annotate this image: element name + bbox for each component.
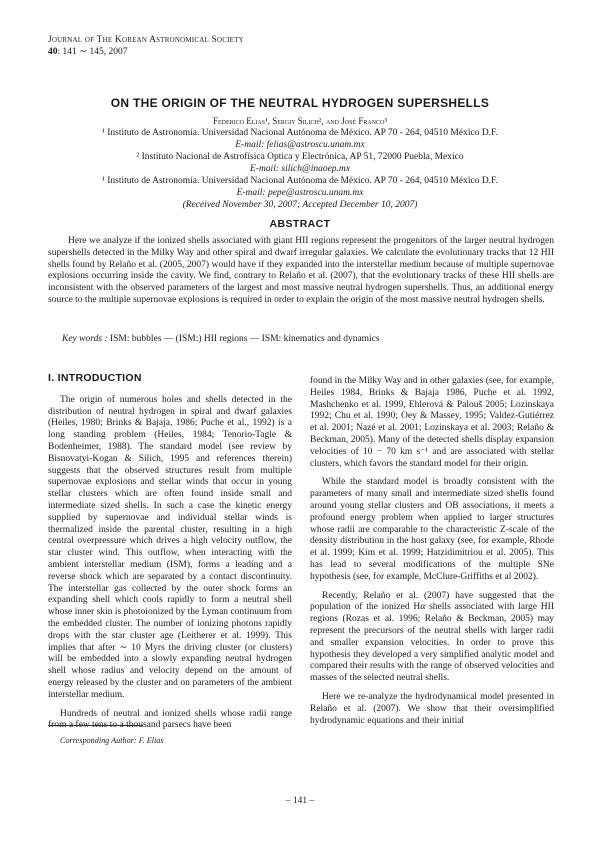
paragraph: found in the Milky Way and in other galaxies (see, for example, Heiles 1984, Brinks & Bajaja 1986, Puche et al. 1992, Mashchenko et al. 1999, Ehlerová & Palouš 2005; Lozinskaya 1992; Chu et al. 1990; Oey & Massey, 1995; Valdez-Gutiérrez et al. 2001; Nazé et al. 2001; Lozinskaya et al. 2003; Relaño & Beckman, 2005). Many of the detected shells display expansion velocities of 10 − 70 km s⁻¹ and are associated with stellar clusters, which favors the standard model for their origin. [310,376,554,469]
footnote: Corresponding Author: F. Elias [60,736,164,745]
affiliation-3 [0,176,600,211]
paper-title: ON THE ORIGIN OF THE NEUTRAL HYDROGEN SUPERSHELLS [110,96,490,110]
paragraph: While the standard model is broadly consistent with the parameters of many small and intermediate sized shells found around young stellar clusters and OB associations, it meets a profound energy problem when applied to larger structures whose radii are comparable to the characteristic Z-scale of the density distribution in the host galaxy (see, for example, Rhode et al. 1999; Kim et al. 1999; Hatzidimitriou et al. 2005). This has lead to several modifications of the multiple SNe hypothesis (see, for example, McClure-Griffiths et al 2002). [310,477,554,582]
affiliation-email: E-mail: felias@astroscu.unam.mx [235,139,365,150]
author-list: Federico Elias¹, Sergiy Silich², and José Franco³ [212,116,388,126]
paragraph: The origin of numerous holes and shells detected in the distribution of neutral hydrogen in spiral and dwarf galaxies (Heiles, 1980; Brinks & Bajaja, 1986; Puche et al., 1992) is a long standing problem (Heiles, 1984; Tenorio-Tagle & Bodenheimer, 1988). The standard model (see review by Bisnovatyi-Kogan & Silich, 1995 and references therein) suggests that the observed structures result from multiple supernovae explosions and stellar winds that occur in young stellar clusters which are often found inside small and intermediate sized shells. In such a case the kinetic energy supplied by supernovae and individual stellar winds is thermalized inside the parental cluster, resulting in a high central overpressure which drives a high velocity outflow, the star cluster wind. This outflow, when interacting with the ambient interstellar medium (ISM), forms a leading and a reverse shock which are separated by a contact discontinuity. The interstellar gas collected by the outer shock forms an expanding shell which cools rapidly to form a neutral shell whose inner skin is photoionized by the Lyman continuum from the embedded cluster. The number of ionizing photons rapidly drops with the star cluster age (Leitherer et al. 1999). This implies that after ∼ 10 Myrs the driving cluster (or clusters) will be embedded into a slowly expanding neutral hydrogen shell whose radius and velocity depend on the amount of energy released by the cluster and on parameters of the ambient interstellar medium. [48,394,292,700]
journal-volume: 40 [48,46,58,57]
left-column [48,373,292,739]
page-number: – 141 – [285,796,315,806]
affiliation-1 [0,128,600,152]
footnote-rule [48,725,143,726]
abstract-text: Here we analyze if the ionized shells associated with giant HII regions represent the progenitors of the larger neutral hydrogen supershells detected in the Milky Way and other spiral and dwarf irregular galaxies. We calculate the evolutionary tracks that 12 HII shells found by Relaño et al. (2005, 2007) would have if they expanded into the interstellar medium because of multiple supernovae explosions occurring inside the cavity. We find, contrary to Relaño et al. (2007), that the evolutionary tracks of these HII shells are inconsistent with the observed parameters of the largest and most massive neutral hydrogen supershells. Thus, an additional energy source to the multiple supernovae explosions is required in order to explain the origin of the most massive neutral hydrogen shells. [48,236,554,305]
journal-header [48,35,244,58]
keywords-label: Key words : [62,334,108,344]
journal-name: Journal of The Korean Astronomical Society [48,35,244,45]
section-heading: I. INTRODUCTION [48,372,142,384]
journal-pages: : 141 ∼ 145, 2007 [57,46,128,57]
keywords [62,334,380,344]
affiliation-text: ¹ Instituto de Astronomía. Universidad Nacional Autónoma de México. AP 70 - 264, 04510 México D.F. [102,176,498,186]
affiliation-text: ² Instituto Nacional de Astrofísica Optica y Electrónica, AP 51, 72000 Puebla, Mexico [136,152,464,162]
paragraph: Hundreds of neutral and ionized shells whose radii range from a few tens to a thousand parsecs have been [48,708,292,731]
right-column [310,376,554,734]
journal-volume-line [48,47,244,59]
keywords-text: ISM: bubbles — (ISM:) HII regions — ISM: kinematics and dynamics [109,334,380,344]
affiliation-email: E-mail: silich@inaoep.mx [249,163,351,174]
paragraph: Recently, Relaño et al. (2007) have suggested that the population of the ionized Hα shells associated with large HII regions (Rozas et al. 1996; Relaño & Beckman, 2005) may represent the precursors of the neutral shells with larger radii and smaller expansion velocities. In order to prove this hypothesis they developed a very simplified analytic model and compared their results with the range of observed velocities and masses of the selected neutral shells. [310,590,554,684]
received-dates: (Received November 30, 2007; Accepted December 10, 2007) [182,199,418,210]
paragraph: Here we re-analyze the hydrodynamical model presented in Relaño et al. (2007). We show that their oversimplified hydrodynamic equations and their initial [310,691,554,726]
affiliation-2 [0,152,600,176]
affiliation-email: E-mail: pepe@astroscu.unam.mx [236,187,364,198]
affiliation-text: ¹ Instituto de Astronomía. Universidad Nacional Autónoma de México. AP 70 - 264, 04510 México D.F. [102,128,498,138]
abstract-heading: ABSTRACT [269,218,331,230]
